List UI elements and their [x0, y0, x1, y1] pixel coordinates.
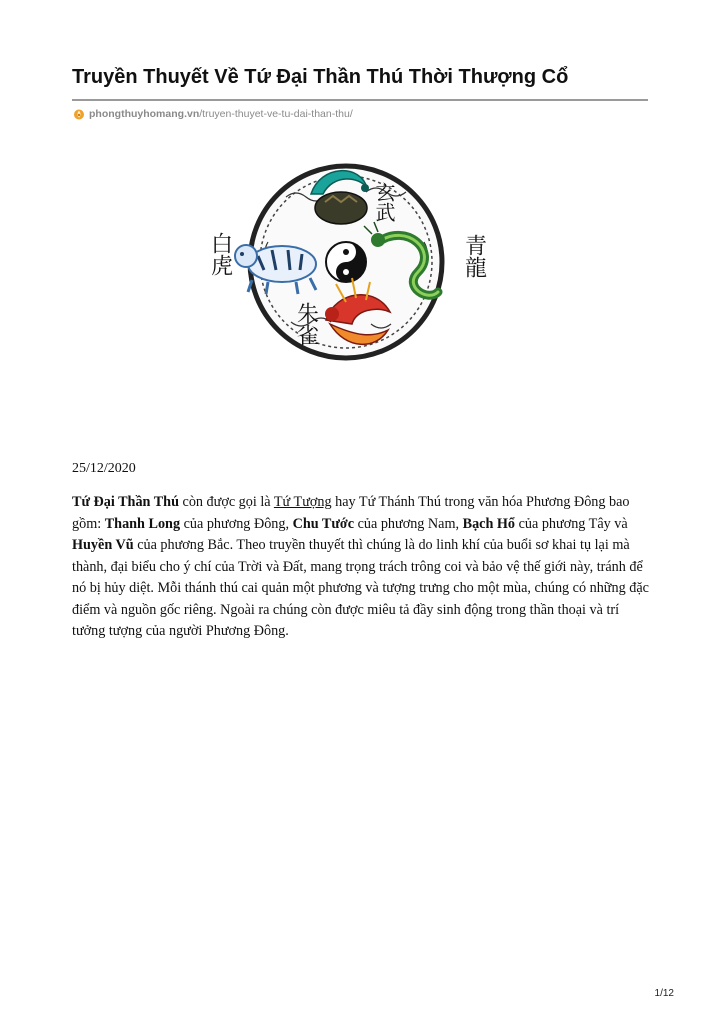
glyph-north: 玄武 — [372, 182, 396, 222]
tu-tuong-link[interactable]: Tứ Tượng — [273, 494, 332, 510]
title-divider — [72, 99, 648, 101]
four-sacred-beasts-image — [196, 152, 496, 374]
term-chu-tuoc: Chu Tước — [292, 515, 355, 532]
text-span: của phương Nam, — [354, 515, 463, 532]
source-url[interactable] — [73, 106, 353, 122]
term-thanh-long: Thanh Long — [104, 515, 181, 532]
article-title: Truyền Thuyết Về Tứ Đại Thần Thú Thời Thượng Cổ — [72, 66, 569, 88]
glyph-south: 朱雀 — [293, 302, 319, 346]
text-span: hay Tứ Thánh Thú trong văn hóa Phương Đông bao gồm: — [72, 494, 630, 532]
glyph-east: 青龍 — [461, 234, 487, 278]
article-paragraph — [72, 492, 652, 643]
term-tu-dai-than-thu: Tứ Đại Thần Thú — [72, 494, 179, 510]
text-span: còn được gọi là — [178, 494, 274, 510]
term-huyen-vu: Huyền Vũ — [72, 537, 134, 553]
glyph-west: 白虎 — [207, 232, 233, 276]
site-favicon-icon — [73, 108, 85, 120]
text-span: của phương Bắc. Theo truyền thuyết thì chúng là do linh khí của buổi sơ khai tụ lại mà thành, đại biểu cho ý chí của Trời và Đất, mang trọng trách trông coi và bảo vệ thế giới này, tránh để nó bị hủy diệt. Mỗi thánh thú cai quản một phương và tượng trưng cho một mùa, chúng có những đặc điểm và nguồn gốc riêng. Ngoài ra chúng còn được miêu tả đầy sinh động trong thần thoại và trí tưởng tượng của người Phương Đông. — [72, 537, 649, 639]
text-span: của phương Đông, — [180, 515, 293, 532]
term-bach-ho: Bạch Hổ — [462, 515, 516, 532]
source-path[interactable]: /truyen-thuyet-ve-tu-dai-than-thu/ — [199, 108, 353, 120]
page-number: 1/12 — [654, 988, 674, 999]
text-span: của phương Tây và — [515, 515, 628, 532]
source-domain[interactable]: phongthuyhomang.vn — [89, 108, 200, 120]
article-date: 25/12/2020 — [72, 461, 136, 476]
